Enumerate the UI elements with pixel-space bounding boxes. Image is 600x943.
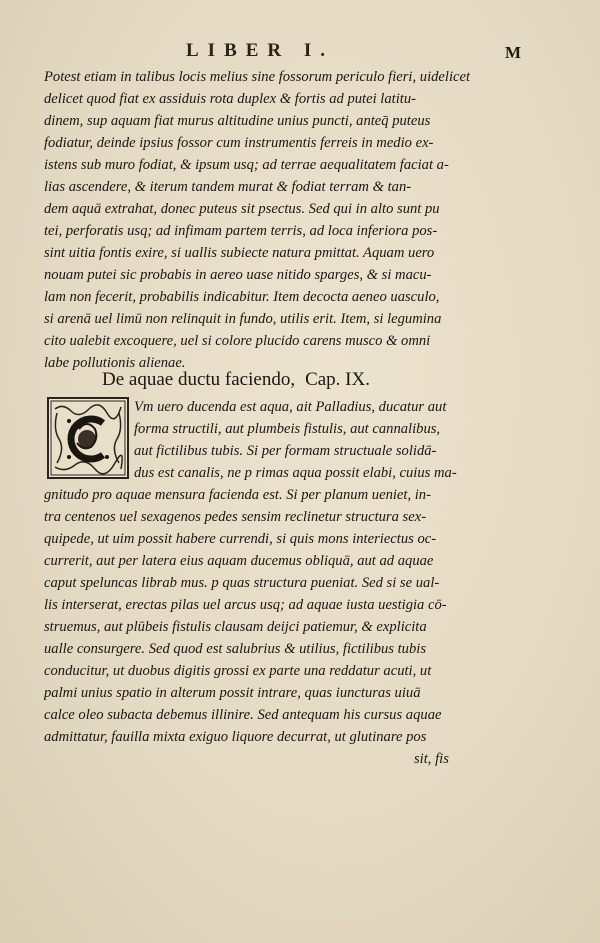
running-head: LIBER I. [186, 40, 335, 61]
text-line: lias ascendere, & iterum tandem murat & fodiat terram & tan- [44, 179, 412, 195]
text-line: dus est canalis, ne p rimas aqua possit elabi, cuius ma- [134, 465, 457, 481]
text-line: lis interserat, erectas pilas uel arcus usq; ad aquae iusta uestigia cō- [44, 597, 447, 613]
text-line: nouam putei sic probabis in aereo uase nitido sparges, & si macu- [44, 267, 432, 283]
text-line: delicet quod fiat ex assiduis rota duplex & fortis ad putei latitu- [44, 91, 416, 107]
text-line: aut fictilibus tubis. Si per formam structuale solidā- [134, 443, 437, 459]
chapter-number: Cap. IX. [305, 369, 370, 390]
text-line: Vm uero ducenda est aqua, ait Palladius, ducatur aut [134, 399, 447, 415]
text-line: si arenā uel limū non relinquit in fundo, utilis erit. Item, si legumina [44, 311, 442, 327]
paragraph-2 [44, 396, 474, 770]
page-header [0, 40, 600, 66]
text-line: calce oleo subacta debemus illinire. Sed antequam his cursus aquae [44, 707, 442, 723]
text-line: Potest etiam in talibus locis melius sine fossorum periculo fieri, uidelicet [44, 69, 470, 85]
chapter-heading [102, 369, 370, 391]
text-line: currerit, aut per latera eius aquam ducemus obliquā, aut ad aquae [44, 553, 434, 569]
text-line: labe pollutionis alienae. [44, 355, 186, 371]
chapter-title: De aquae ductu faciendo, [102, 369, 296, 390]
text-line: ualle consurgere. Sed quod est salubrius & utilius, fictilibus tubis [44, 641, 426, 657]
text-line: forma structili, aut plumbeis fistulis, aut cannalibus, [134, 421, 441, 437]
paragraph-1 [44, 66, 470, 374]
text-line: palmi unius spatio in alterum possit intrare, quas iuncturas uiuā [44, 685, 421, 701]
text-line: sit, fis [414, 751, 449, 767]
text-line: gnitudo pro aquae mensura facienda est. Si per planum ueniet, in- [44, 487, 431, 503]
text-line: sint uitia fontis exire, si uallis subiecte natura pmittat. Aquam uero [44, 245, 435, 261]
text-line: admittatur, fauilla mixta exiguo liquore decurrat, ut glutinare pos [44, 729, 427, 745]
text-line: conducitur, ut duobus digitis grossi ex parte una reddatur acuti, ut [44, 663, 432, 679]
text-line: dem aquā extrahat, donec puteus sit psectus. Sed qui in alto sunt pu [44, 201, 440, 217]
text-line: lam non fecerit, probabilis indicabitur. Item decocta aeneo uasculo, [44, 289, 440, 305]
text-line: dinem, sup aquam fiat murus altitudine unius puncti, anteq̄ puteus [44, 113, 431, 129]
text-line: cito ualebit excoquere, uel si colore plucido carens musco & omni [44, 333, 431, 349]
text-line: quipede, ut uim possit habere currendi, si quis mons interiectus oc- [44, 531, 437, 547]
text-line: tei, perforatis usq; ad infimam partem terris, ad loca inferiora pos- [44, 223, 438, 239]
text-line: caput speluncas librab mus. p quas structura pueniat. Sed si se ual- [44, 575, 440, 591]
text-line: struemus, aut plūbeis fistulis clausam deijci patiemur, & explicita [44, 619, 427, 635]
text-line: istens sub muro fodiat, & ipsum usq; ad terrae aequalitatem faciat a- [44, 157, 449, 173]
text-line: fodiatur, deinde ipsius fossor cum instrumentis ferreis in medio ex- [44, 135, 434, 151]
folio-mark: M [505, 43, 522, 62]
text-line: tra centenos uel sexagenos pedes sensim reclinetur structura sex- [44, 509, 427, 525]
